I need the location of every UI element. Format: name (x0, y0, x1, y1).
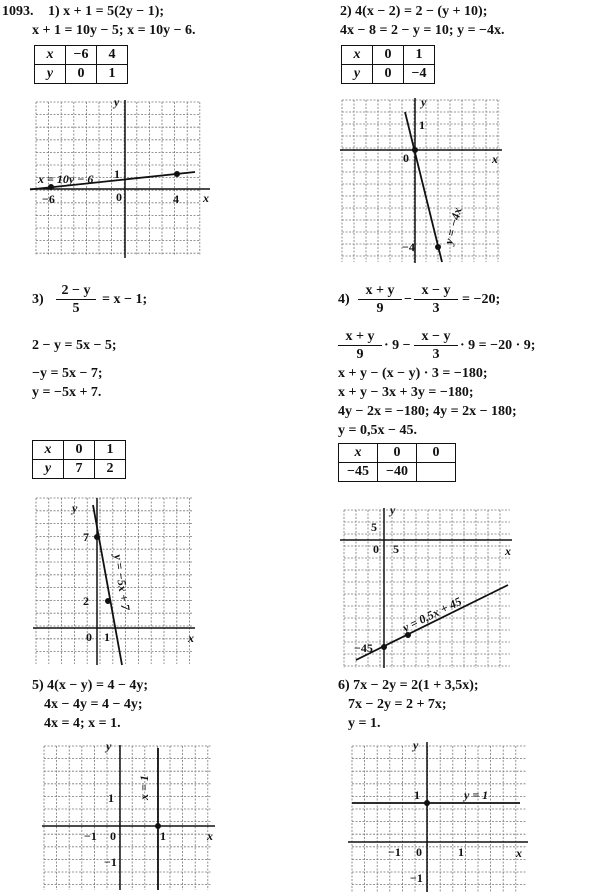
table-cell: −45 (339, 463, 378, 482)
graph-5-x-label: x (207, 829, 213, 843)
tick-label: 1 (419, 118, 425, 132)
graph-4 (340, 503, 512, 668)
tick-label: 5 (393, 542, 399, 556)
table-cell: 0 (378, 444, 417, 463)
tick-label: 0 (110, 829, 116, 843)
tick-label: −1 (104, 855, 117, 869)
fraction-denominator: 3 (432, 347, 440, 362)
table-cell: 0 (373, 46, 404, 65)
tick-label: 2 (83, 594, 89, 608)
p5-line2: 4x − 4y = 4 − 4y; (44, 697, 143, 712)
tick-label: −1 (388, 845, 401, 859)
p5-line3: 4x = 4; x = 1. (44, 716, 121, 731)
tick-label: 0 (416, 845, 422, 859)
table-cell: 2 (95, 460, 126, 479)
table-cell: 0 (64, 441, 95, 460)
graph-6-x-label: x (516, 846, 522, 860)
p3-line4: y = −5x + 7. (32, 385, 102, 400)
fraction-denominator: 9 (356, 347, 364, 362)
p4-line4: x + y − 3x + 3y = −180; (338, 385, 474, 400)
p4-line3: x + y − (x − y) · 3 = −180; (338, 366, 488, 381)
table-cell: x (339, 444, 378, 463)
graph-1-x-label: x (203, 191, 209, 205)
p4-line2-mid: · 9 − (384, 338, 411, 353)
graph-3-grid (36, 498, 192, 664)
table-cell: −4 (404, 65, 435, 84)
graph-3-x-label: x (188, 631, 194, 645)
graph-4-y-label: y (390, 503, 396, 517)
graph-2-y-label: y (421, 95, 427, 109)
graph-3-y-label: y (72, 501, 78, 515)
tick-label: 1 (104, 630, 110, 644)
tick-label: 1 (108, 791, 114, 805)
tick-label: −6 (42, 192, 55, 206)
p2-title: 2) 4(x − 2) = 2 − (y + 10); (340, 4, 488, 19)
graph-2-point (412, 147, 418, 153)
tick-label: −4 (402, 240, 415, 254)
p4-number: 4) (338, 292, 350, 307)
p4-rhs: = −20; (462, 292, 501, 307)
table-cell: x (33, 441, 64, 460)
p4-line6: y = 0,5x − 45. (338, 423, 417, 438)
p2-line2: 4x − 8 = 2 − y = 10; y = −4x. (340, 23, 505, 38)
p3-line3: −y = 5x − 7; (32, 366, 103, 381)
tick-label: 1 (160, 829, 166, 843)
graph-5-grid (44, 746, 212, 890)
table-cell: y (342, 65, 373, 84)
graph-6-point (424, 800, 430, 806)
fraction-numerator: x − y (421, 283, 451, 298)
graph-4-point (381, 644, 387, 650)
p1-line2: x + 1 = 10y − 5; x = 10y − 6. (32, 23, 196, 38)
graph-5-equation: x = 1 (137, 775, 151, 800)
graph-6 (348, 738, 528, 892)
p4-line2-rhs: · 9 = −20 · 9; (460, 338, 536, 353)
tick-label: −45 (354, 641, 373, 655)
graph-4-line (356, 585, 508, 660)
table-cell: 1 (97, 65, 128, 84)
fraction-numerator: x + y (365, 283, 395, 298)
graph-6-equation: y = 1 (464, 788, 489, 802)
fraction-numerator: 2 − y (61, 283, 91, 298)
table-cell: 0 (66, 65, 97, 84)
graph-3-equation: y = −5x + 7 (111, 553, 133, 612)
graph-3-point (105, 598, 111, 604)
table-cell: 1 (95, 441, 126, 460)
problem-number: 1093. (2, 4, 34, 19)
p6-line3: y = 1. (348, 716, 381, 731)
p5-title: 5) 4(x − y) = 4 − 4y; (32, 678, 149, 693)
table-cell: y (35, 65, 66, 84)
tick-label: −1 (84, 829, 97, 843)
graph-1-point (174, 171, 180, 177)
fraction-numerator: x + y (345, 329, 375, 344)
fraction-denominator: 3 (432, 301, 440, 316)
tick-label: 0 (116, 190, 122, 204)
table-cell: x (342, 46, 373, 65)
graph-4-x-label: x (505, 544, 511, 558)
p3-rhs: = x − 1; (102, 292, 148, 307)
p3-number: 3) (32, 292, 44, 307)
p6-line2: 7x − 2y = 2 + 7x; (348, 697, 447, 712)
fraction-denominator: 5 (72, 301, 80, 316)
tick-label: 4 (173, 192, 179, 206)
graph-2-point (435, 244, 441, 250)
tick-label: 5 (371, 520, 377, 534)
table-cell: 0 (373, 65, 404, 84)
tick-label: 0 (86, 630, 92, 644)
graph-5-y-label: y (106, 739, 112, 753)
table-cell: y (33, 460, 64, 479)
graph-4-equation: y = 0,5x + 45 (400, 594, 464, 635)
table-cell: 0 (417, 444, 456, 463)
tick-label: 0 (403, 151, 409, 165)
table-cell: 1 (404, 46, 435, 65)
p1-title: 1) x + 1 = 5(2y − 1); (48, 4, 165, 19)
p4-line5: 4y − 2x = −180; 4y = 2x − 180; (338, 404, 517, 419)
table-cell: 4 (97, 46, 128, 65)
tick-label: 1 (114, 167, 120, 181)
p6-title: 6) 7x − 2y = 2(1 + 3,5x); (338, 678, 479, 693)
graph-2-x-label: x (492, 152, 498, 166)
tick-label: 1 (414, 788, 420, 802)
graph-2-equation: y = −4x (441, 205, 465, 246)
graph-3 (33, 498, 195, 665)
fraction-denominator: 9 (376, 301, 384, 316)
tick-label: 0 (373, 542, 379, 556)
tick-label: 1 (458, 845, 464, 859)
tick-label: −1 (410, 871, 423, 885)
graph-1 (30, 95, 210, 258)
table-cell: x (35, 46, 66, 65)
p3-line2: 2 − y = 5x − 5; (32, 338, 117, 353)
graph-1-equation: x = 10y − 6 (38, 172, 94, 186)
minus-sign: − (404, 292, 412, 307)
graph-6-y-label: y (413, 738, 419, 752)
table-cell: −6 (66, 46, 97, 65)
graph-1-y-label: y (114, 95, 120, 109)
tick-label: 7 (83, 530, 89, 544)
graph-6-grid (352, 746, 526, 892)
fraction-numerator: x − y (421, 329, 451, 344)
table-cell: 7 (64, 460, 95, 479)
graph-5 (42, 739, 215, 890)
graph-3-point (94, 534, 100, 540)
table-cell: −40 (378, 463, 417, 482)
graph-2 (340, 95, 502, 263)
